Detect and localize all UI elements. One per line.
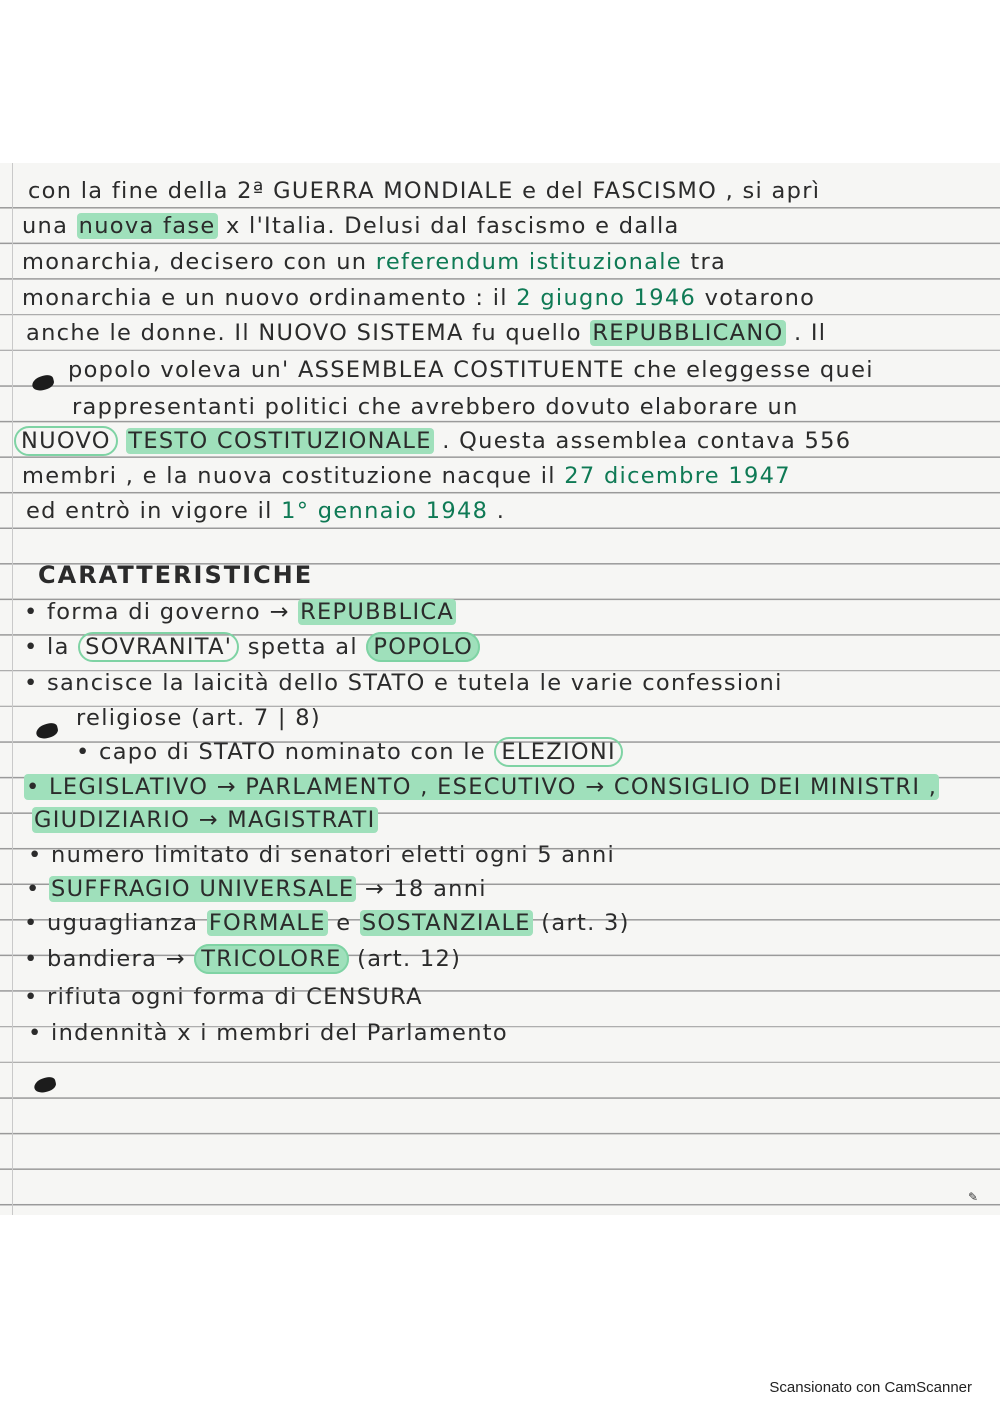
list-item bbox=[26, 874, 487, 904]
text: monarchia, decisero con un bbox=[22, 249, 368, 275]
list-item bbox=[24, 908, 630, 938]
text: popolo voleva un' ASSEMBLEA COSTITUENTE che eleggesse quei bbox=[68, 357, 874, 383]
text: (art. 12) bbox=[357, 946, 462, 972]
highlighted-text: REPUBBLICANO bbox=[592, 320, 784, 346]
green-text: referendum istituzionale bbox=[375, 249, 682, 275]
text: religiose (art. 7 | 8) bbox=[76, 705, 321, 731]
paragraph-line-9 bbox=[22, 461, 791, 491]
text: x l'Italia. Delusi dal fascismo e dalla bbox=[225, 213, 680, 239]
paragraph-line-2 bbox=[22, 211, 680, 241]
list-item bbox=[28, 1018, 508, 1048]
text: • forma di governo → bbox=[24, 599, 290, 625]
text: • sancisce la laicità dello STATO e tutela le varie confessioni bbox=[24, 670, 783, 696]
section-title: CARATTERISTICHE bbox=[38, 561, 314, 589]
text: rappresentanti politici che avrebbero dovuto elaborare un bbox=[72, 394, 799, 420]
text: . Questa assemblea contava 556 bbox=[442, 428, 852, 454]
text: e bbox=[336, 910, 352, 936]
paragraph-line-6 bbox=[68, 355, 874, 385]
paragraph-line-3 bbox=[22, 247, 726, 277]
circled-text: NUOVO bbox=[14, 426, 118, 456]
text: (art. 3) bbox=[541, 910, 630, 936]
highlighted-text: FORMALE bbox=[208, 910, 326, 936]
paragraph-line-1 bbox=[28, 176, 820, 206]
text: → 18 anni bbox=[364, 876, 487, 902]
text: spetta al bbox=[247, 634, 358, 660]
list-item bbox=[28, 840, 615, 870]
text: • capo di STATO nominato con le bbox=[76, 739, 486, 765]
text: . Il bbox=[793, 320, 827, 346]
list-item-continuation bbox=[32, 805, 378, 835]
list-item bbox=[24, 944, 461, 974]
highlighted-text: nuova fase bbox=[78, 213, 216, 239]
text: una bbox=[22, 213, 69, 239]
text: • indennità x i membri del Parlamento bbox=[28, 1020, 508, 1046]
text: • la bbox=[24, 634, 70, 660]
highlighted-text: REPUBBLICA bbox=[300, 599, 455, 625]
highlighted-text: SOSTANZIALE bbox=[361, 910, 531, 936]
text: • bandiera → bbox=[24, 946, 186, 972]
list-item bbox=[24, 597, 456, 627]
text: • bbox=[26, 876, 41, 902]
text: ed entrò in vigore il bbox=[26, 498, 273, 524]
green-text: 27 dicembre 1947 bbox=[564, 463, 791, 489]
text: • rifiuta ogni forma di CENSURA bbox=[24, 984, 423, 1010]
highlighted-text: • LEGISLATIVO → PARLAMENTO , ESECUTIVO → CONSIGLIO DEI MINISTRI , bbox=[26, 774, 938, 800]
circled-highlighted-text: TRICOLORE bbox=[194, 944, 348, 974]
highlighted-text: SUFFRAGIO UNIVERSALE bbox=[51, 876, 355, 902]
text: con la fine della 2ª GUERRA MONDIALE e del FASCISMO , si aprì bbox=[28, 178, 821, 204]
list-item bbox=[24, 982, 423, 1012]
green-text: 1° gennaio 1948 bbox=[281, 498, 489, 524]
paragraph-line-7 bbox=[72, 392, 799, 422]
margin-line bbox=[12, 163, 13, 1215]
list-item bbox=[76, 737, 623, 767]
list-item bbox=[24, 668, 783, 698]
circled-text: SOVRANITA' bbox=[78, 632, 239, 662]
list-item bbox=[24, 772, 939, 802]
text: votarono bbox=[704, 285, 816, 311]
text: . bbox=[496, 498, 506, 524]
paragraph-line-8 bbox=[14, 426, 851, 456]
text: • numero limitato di senatori eletti ogni 5 anni bbox=[28, 842, 616, 868]
circled-text: ELEZIONI bbox=[494, 737, 623, 767]
paragraph-line-10 bbox=[26, 496, 505, 526]
list-item bbox=[24, 632, 480, 662]
scan-mark-icon: ✎ bbox=[968, 1190, 979, 1204]
text: monarchia e un nuovo ordinamento : il bbox=[22, 285, 508, 311]
paragraph-line-5 bbox=[26, 318, 826, 348]
footer-watermark: Scansionato con CamScanner bbox=[769, 1379, 972, 1396]
highlighted-text: TESTO COSTITUZIONALE bbox=[128, 428, 432, 454]
text: • uguaglianza bbox=[24, 910, 199, 936]
text: membri , e la nuova costituzione nacque il bbox=[22, 463, 556, 489]
green-text: 2 giugno 1946 bbox=[516, 285, 697, 311]
text: tra bbox=[690, 249, 727, 275]
highlighted-text: GIUDIZIARIO → MAGISTRATI bbox=[34, 807, 376, 833]
circled-highlighted-text: POPOLO bbox=[366, 632, 480, 662]
list-item-continuation bbox=[76, 703, 321, 733]
paragraph-line-4 bbox=[22, 283, 815, 313]
text: anche le donne. Il NUOVO SISTEMA fu quello bbox=[26, 320, 582, 346]
